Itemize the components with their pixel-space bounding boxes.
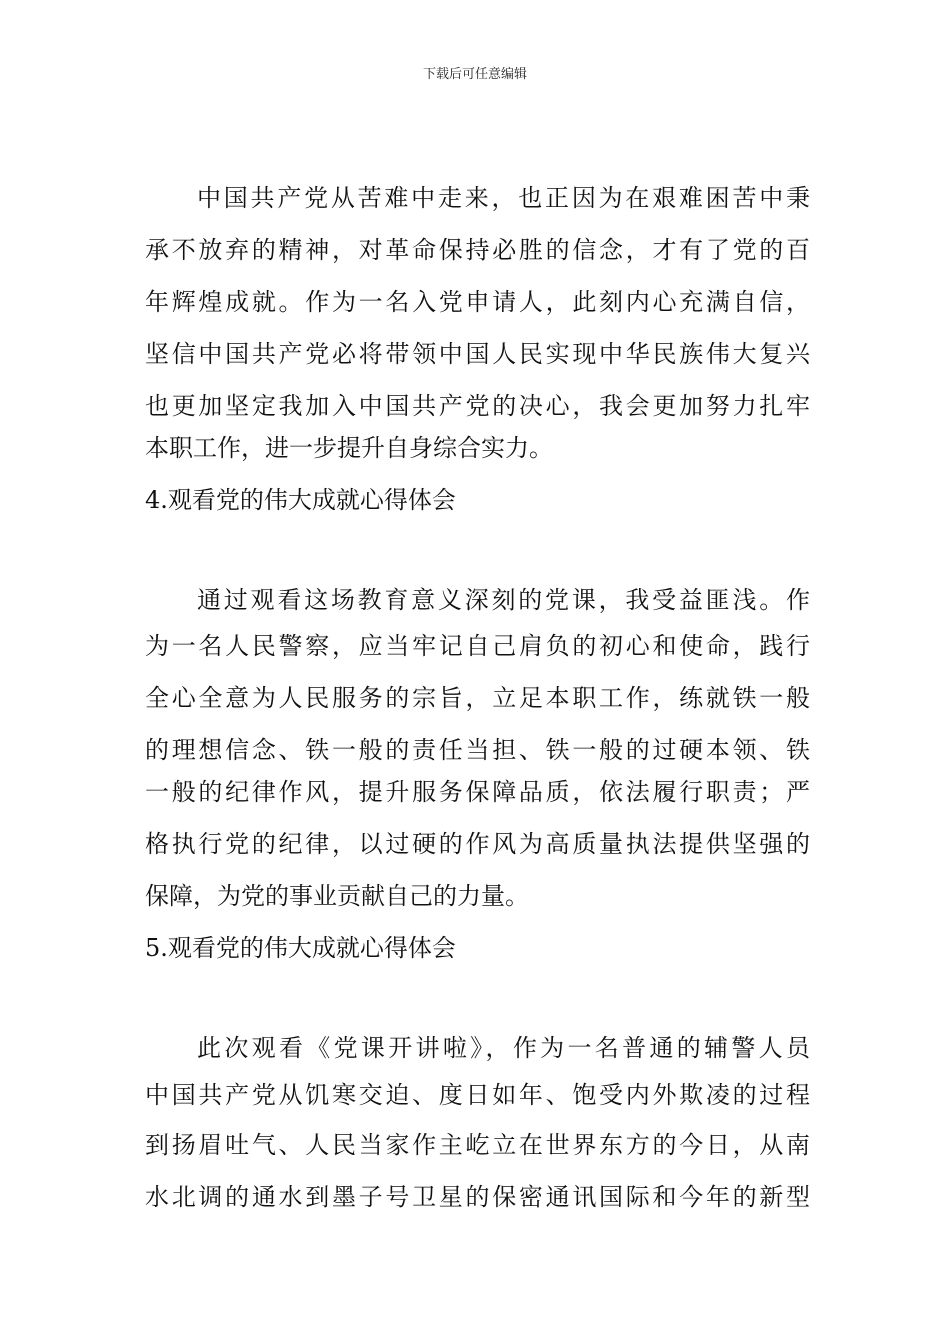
paragraph-line: 的理想信念、铁一般的责任当担、铁一般的过硬本领、铁 (145, 736, 810, 764)
paragraph-line: 水北调的通水到墨子号卫星的保密通讯国际和今年的新型 (145, 1183, 810, 1211)
paragraph-line: 承不放弃的精神，对革命保持必胜的信念，才有了党的百 (145, 236, 810, 264)
section-heading: 4.观看党的伟大成就心得体会 (145, 486, 456, 514)
paragraph-line: 为一名人民警察，应当牢记自己肩负的初心和使命，践行 (145, 632, 810, 660)
paragraph-line: 此次观看《党课开讲啦》，作为一名普通的辅警人员 (197, 1034, 810, 1062)
page-header: 下载后可任意编辑 (422, 67, 527, 82)
paragraph-line: 一般的纪律作风，提升服务保障品质，依法履行职责；严 (145, 778, 810, 806)
paragraph-line: 中国共产党从苦难中走来，也正因为在艰难困苦中秉 (197, 184, 810, 212)
paragraph-line: 也更加坚定我加入中国共产党的决心，我会更加努力扎牢 (145, 392, 810, 420)
paragraph-line: 格执行党的纪律，以过硬的作风为高质量执法提供坚强的 (145, 830, 810, 858)
paragraph-line: 通过观看这场教育意义深刻的党课，我受益匪浅。作 (197, 586, 810, 614)
paragraph-line: 中国共产党从饥寒交迫、度日如年、饱受内外欺凌的过程 (145, 1081, 810, 1109)
paragraph-line: 本职工作，进一步提升自身综合实力。 (145, 434, 553, 462)
paragraph-line: 年辉煌成就。作为一名入党申请人，此刻内心充满自信， (145, 288, 810, 316)
section-heading: 5.观看党的伟大成就心得体会 (145, 934, 456, 962)
paragraph-line: 到扬眉吐气、人民当家作主屹立在世界东方的今日，从南 (145, 1131, 810, 1159)
paragraph-line: 坚信中国共产党必将带领中国人民实现中华民族伟大复兴 (145, 340, 810, 368)
paragraph-line: 全心全意为人民服务的宗旨，立足本职工作，练就铁一般 (145, 684, 810, 712)
paragraph-line: 保障，为党的事业贡献自己的力量。 (145, 882, 529, 910)
